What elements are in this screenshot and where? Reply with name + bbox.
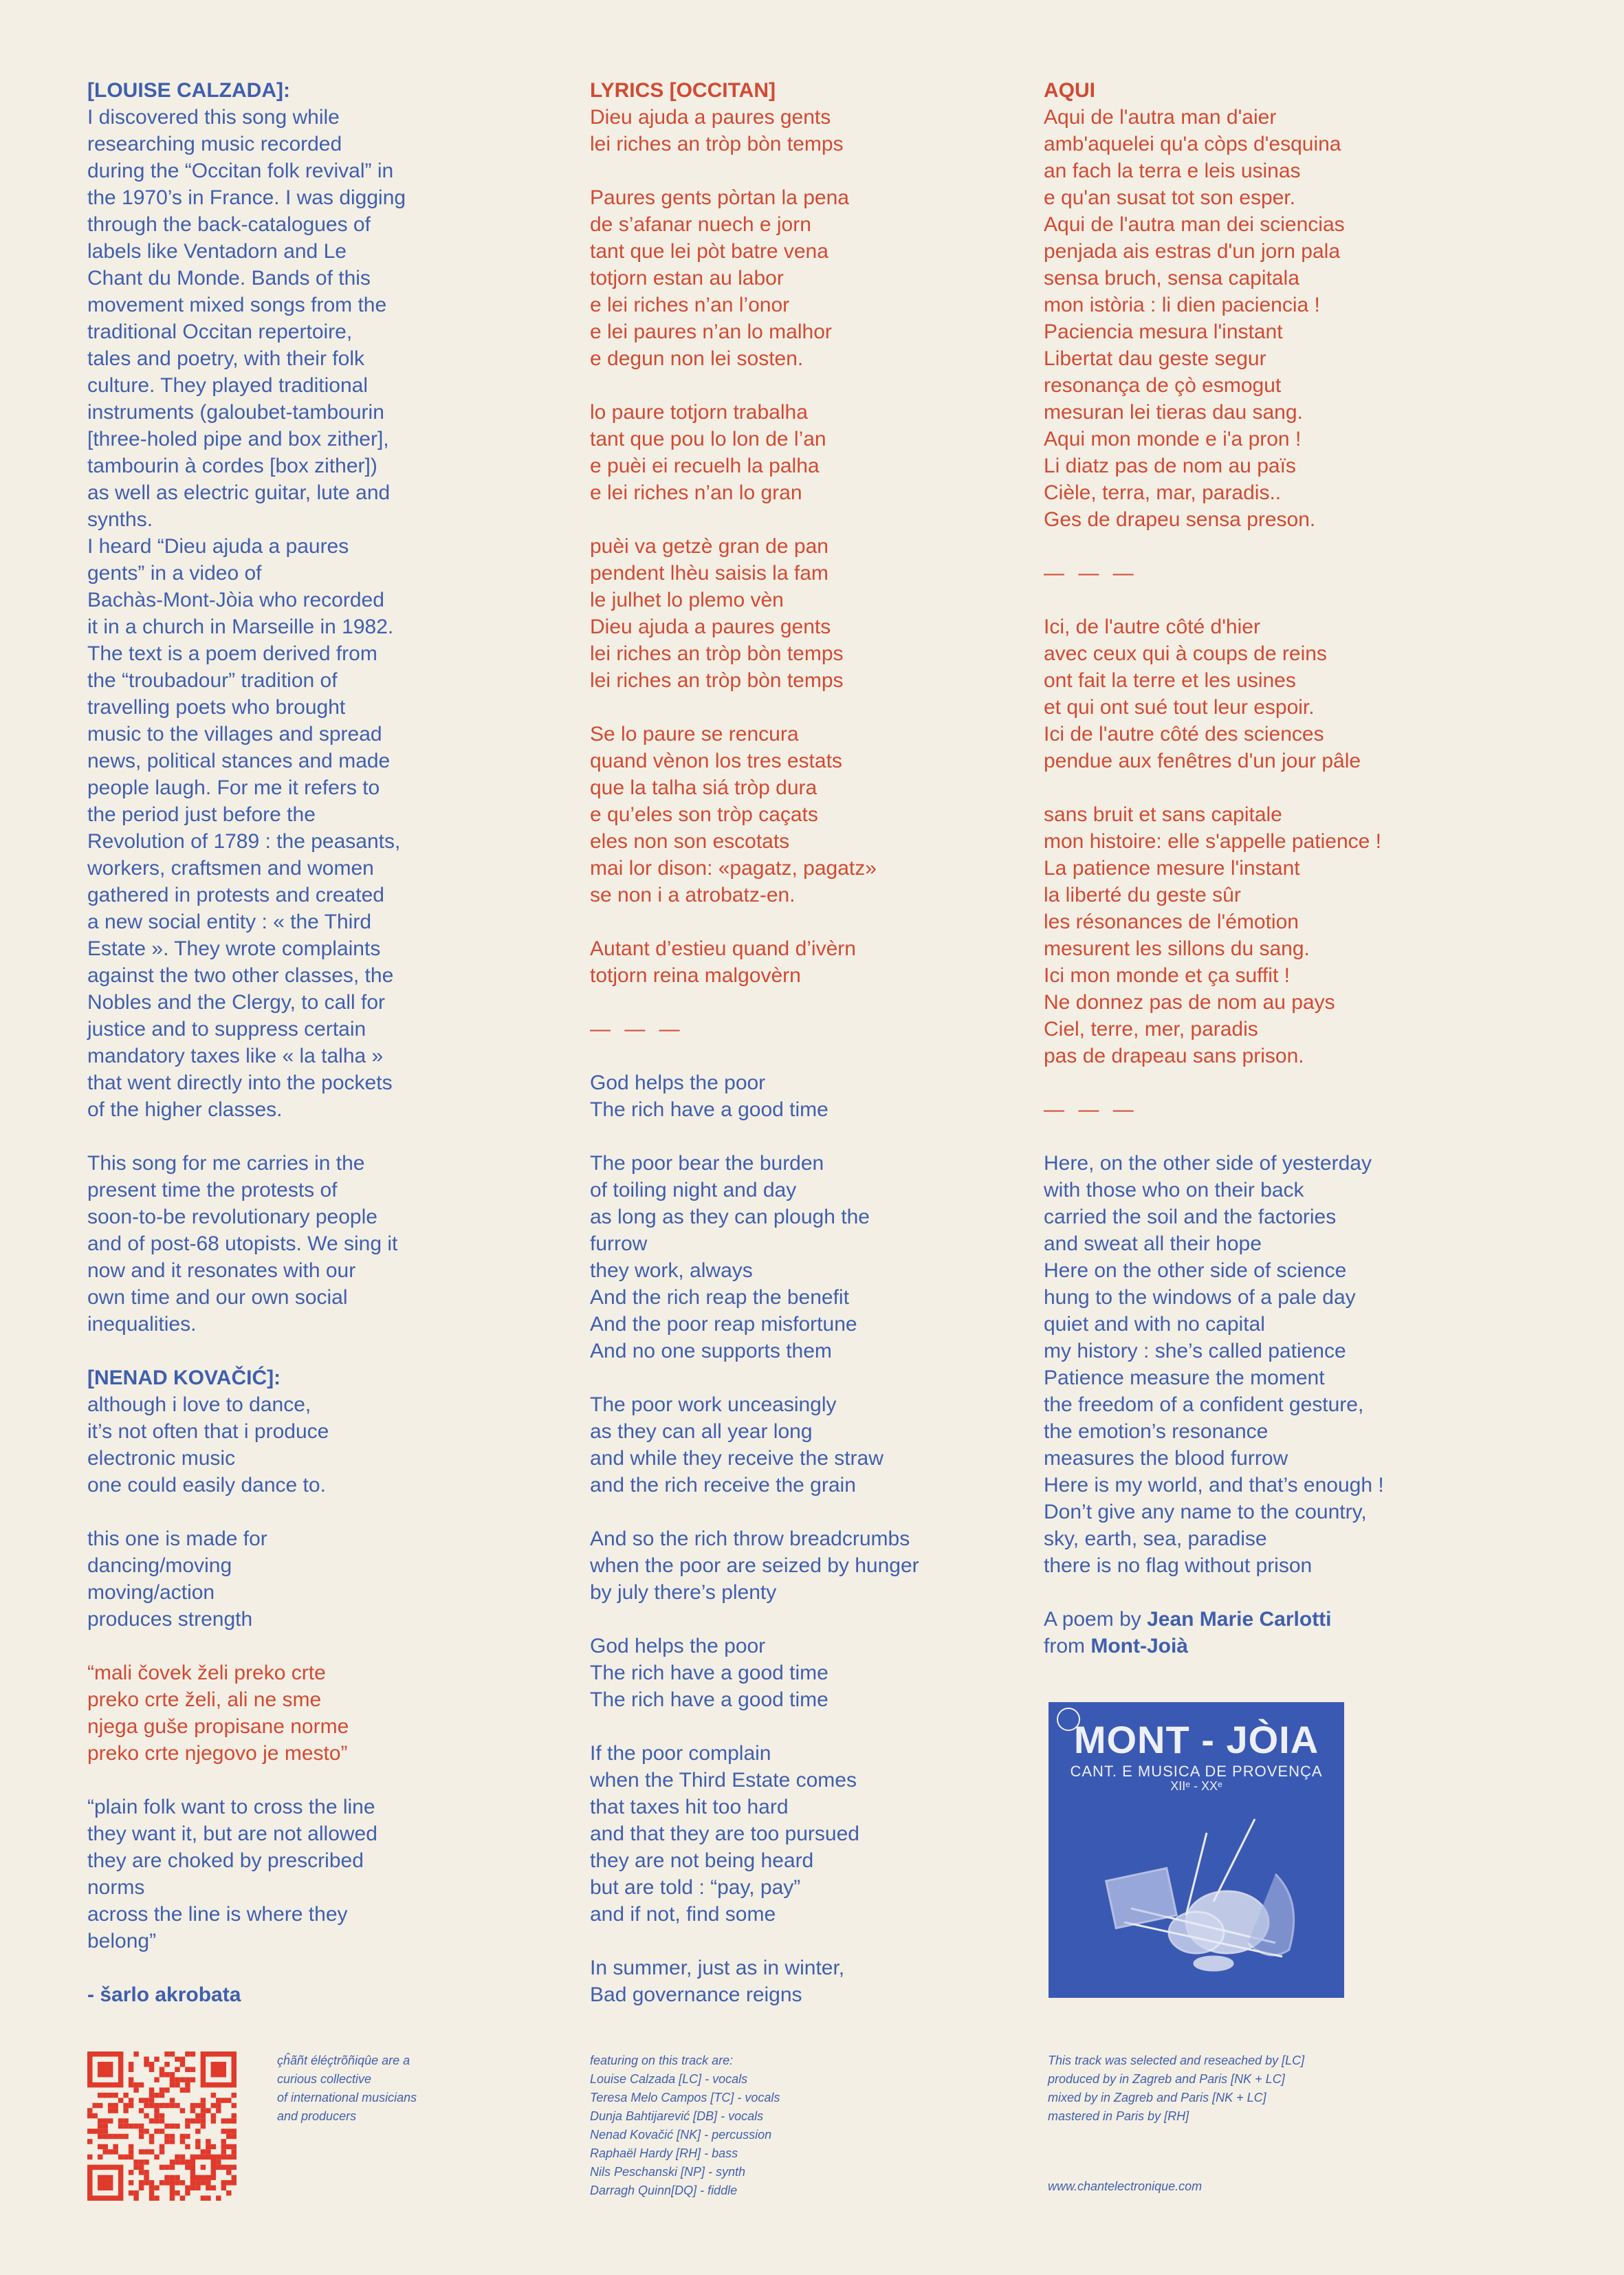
lyric-stanza: Se lo paure se rencura quand vènon los tres estats que la talha siá tròp dura e qu’eles son tròp caçats eles non son escotats mai lor dison: «pagatz, pagatz» se non i a atrobatz-en. — [590, 723, 877, 906]
poem-english: Here, on the other side of yesterday with those who on their back carried the soil and the factories and sweat all their hope Here on the other side of science hung to the windows of a pale day quiet and with no capital my history : she’s called patience Patience measure the moment the freedom of a confident gesture, the emotion’s resonance measures the blood furrow Here is my world, and that’s enough ! Don’t give any name to the country, sky, earth, sea, paradise there is no flag without prison — [1044, 1152, 1384, 1577]
occitan-lyrics — [590, 104, 975, 1043]
poem-occitan: Aqui de l'autra man d'aier amb'aquelei qu'a còps d'esquina an fach la terra e leis usinas e qu'an susat tot son esper. Aqui de l'autra man dei sciencias penjada ais estras d'un jorn pala sensa bruch, sensa capitala mon istòria : li dien paciencia ! Paciencia mesura l'instant Libertat dau geste segur resonança de çò esmogut mesuran lei tieras dau sang. Aqui mon monde e i'a pron ! Li diatz pas de nom au païs Cièle, terra, mar, paradis.. Ges de drapeu sensa preson. — [1044, 106, 1345, 531]
poet-name: Jean Marie Carlotti — [1147, 1608, 1332, 1631]
track-personnel: featuring on this track are: Louise Calzada [LC] - vocals Teresa Melo Campos [TC] - vocals Dunja Bahtijarević [DB] - vocals Nenad Kovačić [NK] - percussion Raphaël Hardy [RH] - bass Nils Peschanski [NP] - synth Darragh Quinn[DQ] - fiddle — [590, 2054, 780, 2197]
credit-prefix: A poem by — [1044, 1608, 1148, 1631]
quote-signature: - šarlo akrobata — [87, 1983, 241, 2006]
quote-croatian: “mali čovek želi preko crte preko crte želi, ali ne sme njega guše propisane norme preko crte njegovo je mesto” — [87, 1662, 349, 1765]
lyric-stanza: puèi va getzè gran de pan pendent lhèu saisis la fam le julhet lo plemo vèn Dieu ajuda a paures gents lei riches an tròp bòn temps lei riches an tròp bòn temps — [590, 535, 844, 692]
lyric-stanza: Dieu ajuda a paures gents lei riches an tròp bòn temps — [590, 106, 844, 155]
lyric-stanza: God helps the poor The rich have a good time — [590, 1071, 829, 1121]
poem-credit — [1044, 1606, 1429, 1633]
lyric-stanza: Paures gents pòrtan la pena de s’afanar nuech e jorn tant que lei pòt batre vena totjorn estan au labor e lei riches n’an l’onor e lei paures n’an lo malhor e degun non lei sosten. — [590, 186, 849, 370]
section-heading-louise: [LOUISE CALZADA]: — [87, 79, 290, 102]
essay-column — [87, 77, 431, 2008]
lyrics-column — [590, 77, 975, 2035]
website-link[interactable]: www.chantelectronique.com — [1048, 2179, 1203, 2193]
lyric-stanza: Autant d’estieu quand d’ivèrn totjorn reina malgovèrn — [590, 937, 856, 987]
lyric-stanza: In summer, just as in winter, Bad governance reigns — [590, 1957, 845, 2006]
essay-paragraph: I discovered this song while researching music recorded during the “Occitan folk revival” in the 1970’s in France. I was digging through the back-catalogues of labels like Ventadorn and Le Chant du Monde. Bands of this movement mixed songs from the traditional Occitan repertoire, tales and poetry, with their folk culture. They played traditional instruments (galoubet-tambourin [three-holed pipe and box zither], tambourin à cordes [box zither]) as well as electric guitar, lute and synths. — [87, 106, 406, 531]
source-name: Mont-Joià — [1090, 1635, 1188, 1657]
credit-prefix: from — [1044, 1635, 1091, 1657]
separator: — — — — [1044, 1098, 1138, 1121]
lyric-stanza: And so the rich throw breadcrumbs when the poor are seized by hunger by july there’s plenty — [590, 1527, 919, 1604]
section-heading-nenad: [NENAD KOVAČIĆ]: — [87, 1367, 281, 1389]
album-cover-subtitle: CANT. E MUSICA DE PROVENÇA — [1070, 1763, 1323, 1780]
lyric-stanza: The poor work unceasingly as they can all year long and while they receive the straw and the rich receive the grain — [590, 1393, 884, 1496]
poem-column — [1044, 77, 1429, 1659]
essay-paragraph: this one is made for dancing/moving moving/action produces strength — [87, 1527, 267, 1631]
qr-code-icon[interactable] — [87, 2051, 237, 2201]
essay-paragraph: although i love to dance, it’s not often that i produce electronic music one could easily dance to. — [87, 1393, 329, 1496]
separator: — — — — [1044, 562, 1138, 585]
lyric-stanza: God helps the poor The rich have a good time The rich have a good time — [590, 1635, 829, 1711]
instruments-illustration — [1049, 1702, 1344, 1998]
collective-description: çĥãñt éléçtrõñiqûe are a curious collective of international musicians and producers — [277, 2054, 417, 2123]
album-cover-image — [1049, 1702, 1344, 1998]
english-lyrics — [590, 1069, 975, 2008]
poem-source — [1044, 1633, 1429, 1659]
poem-french: Ici, de l'autre côté d'hier avec ceux qui à coups de reins ont fait la terre et les usines et qui ont sué tout leur espoir. Ici de l'autre côté des sciences pendue aux fenêtres d'un jour pâle — [1044, 616, 1361, 772]
lyrics-heading: LYRICS [OCCITAN] — [590, 79, 776, 102]
essay-paragraph: I heard “Dieu ajuda a paures gents” in a video of Bachàs-Mont-Jòia who recorded it in a church in Marseille in 1982. The text is a poem derived from the “troubadour” tradition of travelling poets who brought music to the villages and spread news, political stances and made people laugh. For me it refers to the period just before the Revolution of 1789 : the peasants, workers, craftsmen and women gathered in protests and created a new social entity : « the Third Estate ». They wrote complaints against the two other classes, the Nobles and the Clergy, to call for justice and to suppress certain mandatory taxes like « la talha » that went directly into the pockets of the higher classes. — [87, 535, 401, 1121]
poem-heading: AQUI — [1044, 79, 1095, 102]
separator: — — — — [590, 1018, 684, 1041]
album-cover-centuries: XIIᵉ - XXᵉ — [1170, 1779, 1222, 1793]
album-cover-title: MONT - JÒIA — [1073, 1718, 1319, 1761]
lyric-stanza: If the poor complain when the Third Estate comes that taxes hit too hard and that they are too pursued they are not being heard but are told : “pay, pay” and if not, find some — [590, 1742, 859, 1926]
quote-english: “plain folk want to cross the line they want it, but are not allowed they are choked by prescribed norms across the line is where they belong” — [87, 1796, 377, 1952]
poem-french: sans bruit et sans capitale mon histoire: elle s'appelle patience ! La patience mesure l'instant la liberté du geste sûr les résonances de l'émotion mesurent les sillons du sang. Ici mon monde et ça suffit ! Ne donnez pas de nom au pays Ciel, terre, mer, paradis pas de drapeau sans prison. — [1044, 803, 1382, 1067]
track-credits: This track was selected and reseached by [LC] produced by in Zagreb and Paris [NK + LC] mixed by in Zagreb and Paris [NK + LC] mastered in Paris by [RH] — [1048, 2054, 1305, 2123]
essay-paragraph: This song for me carries in the present time the protests of soon-to-be revolutionary people and of post-68 utopists. We sing it now and it resonates with our own time and our own social inequalities. — [87, 1152, 398, 1336]
lyric-stanza: The poor bear the burden of toiling night and day as long as they can plough the furrow they work, always And the rich reap the benefit And the poor reap misfortune And no one supports them — [590, 1152, 870, 1362]
lyric-stanza: lo paure totjorn trabalha tant que pou lo lon de l’an e puèi ei recuelh la palha e lei riches n’an lo gran — [590, 401, 826, 504]
